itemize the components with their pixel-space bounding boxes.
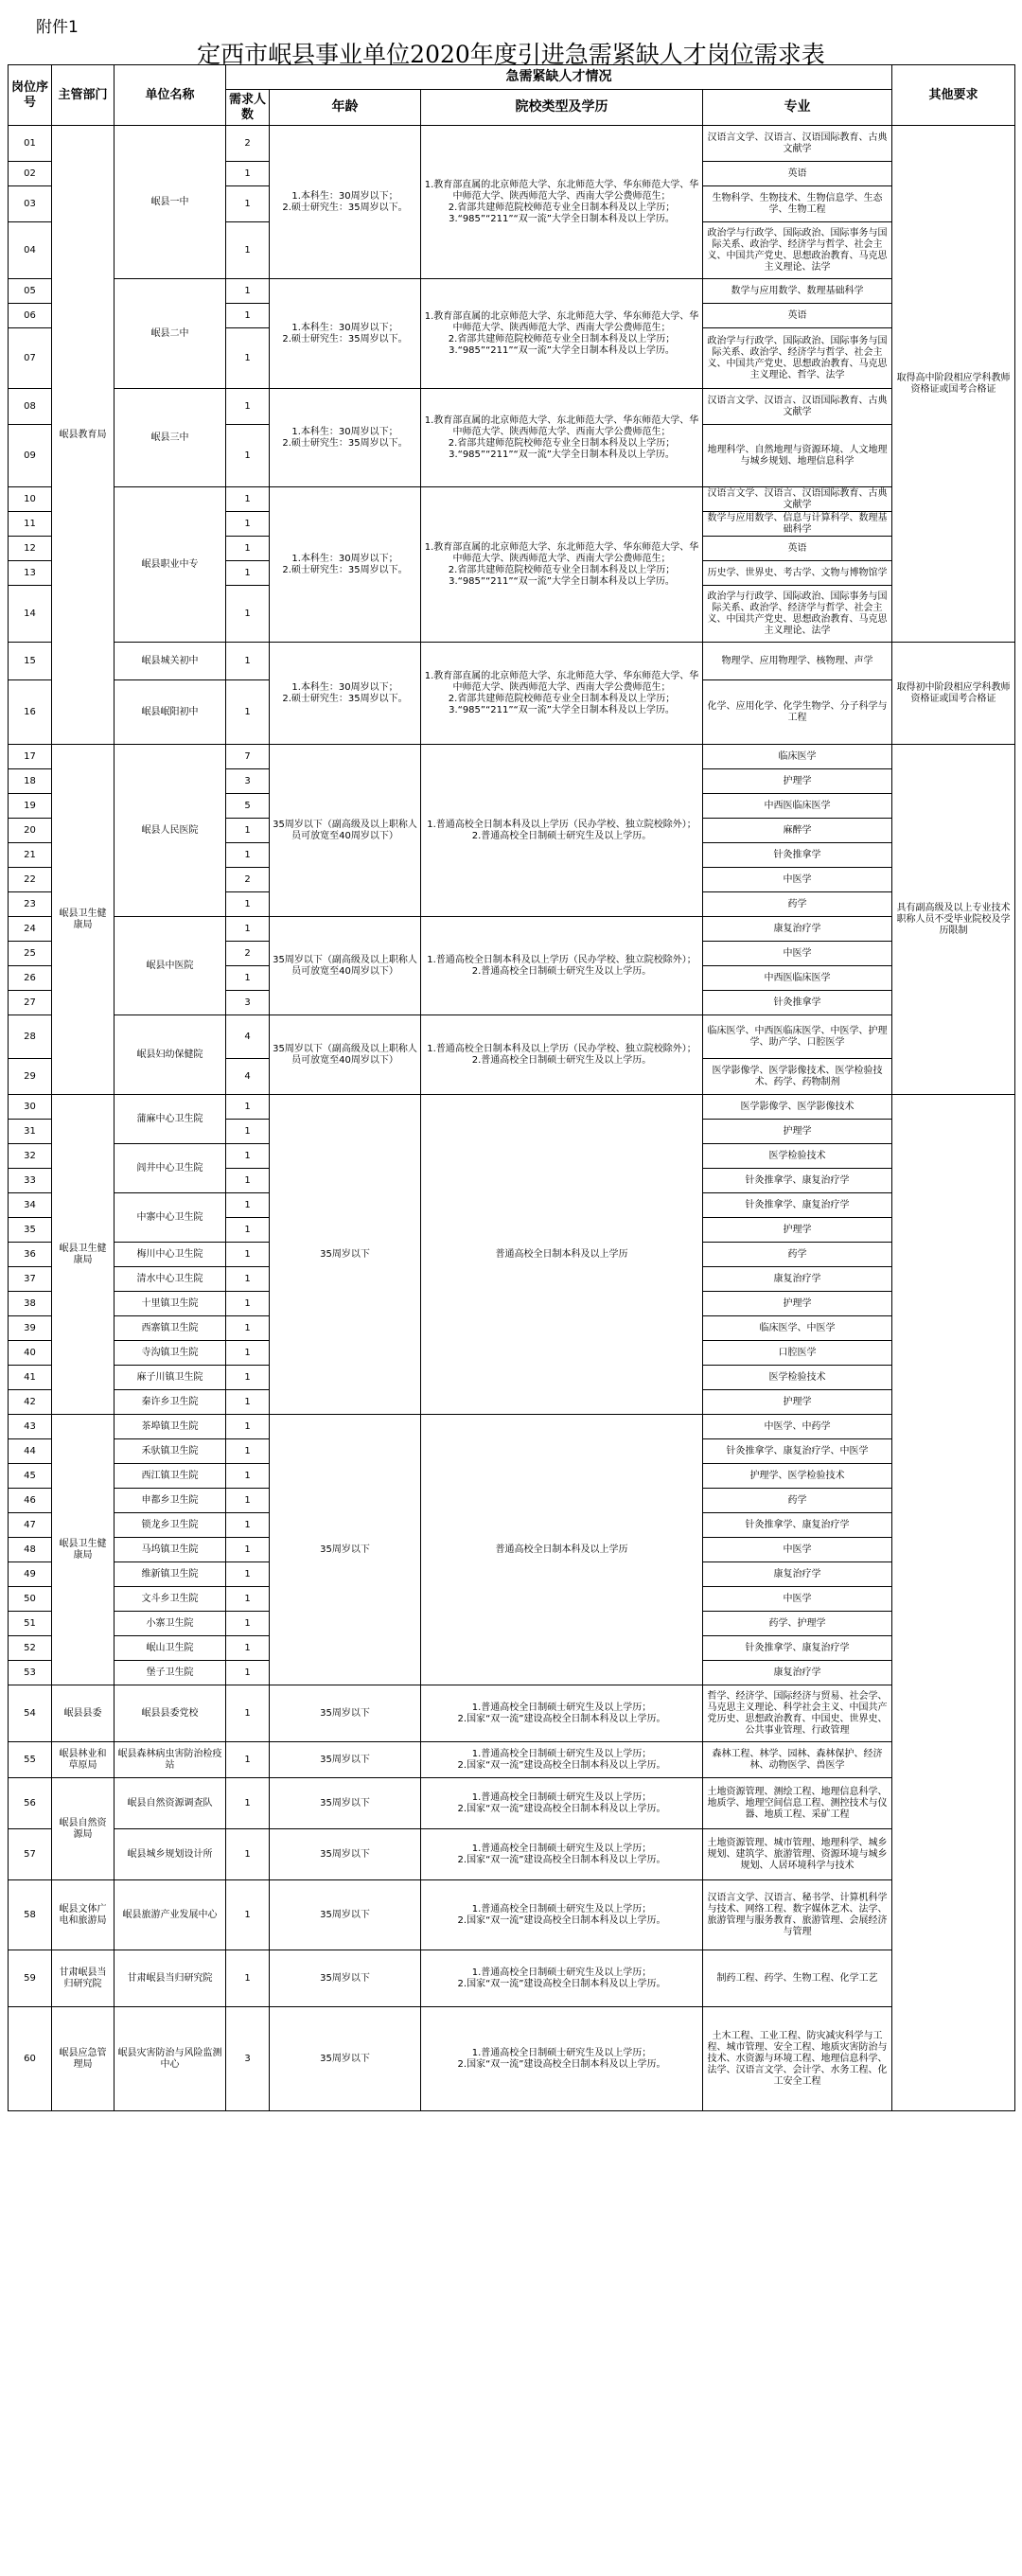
count-cell: 1	[226, 1829, 270, 1880]
major-cell: 政治学与行政学、国际政治、国际事务与国际关系、政治学、经济学与哲学、社会主义、中国共产党史、思想政治教育、马克思主义理论、法学	[703, 586, 892, 643]
count-cell: 3	[226, 769, 270, 794]
count-cell: 1	[226, 1120, 270, 1144]
unit-cell: 岷县县委党校	[115, 1685, 226, 1742]
major-cell: 汉语言文学、汉语言、秘书学、计算机科学与技术、网络工程、数字媒体艺术、法学、旅游管理与服务教育、旅游管理、会展经济与管理	[703, 1880, 892, 1950]
major-cell: 历史学、世界史、考古学、文物与博物馆学	[703, 561, 892, 586]
major-cell: 中医学	[703, 1538, 892, 1562]
count-cell: 4	[226, 1059, 270, 1095]
major-cell: 土木工程、工业工程、防灾减灾科学与工程、城市管理、安全工程、地质灾害防治与技术、水资源与环境工程、地理信息科学、法学、汉语言文学、会计学、水务工程、化工安全工程	[703, 2007, 892, 2111]
unit-cell: 岷县城关初中	[115, 643, 226, 680]
seq-cell: 53	[9, 1661, 52, 1685]
count-cell: 1	[226, 1538, 270, 1562]
seq-cell: 28	[9, 1015, 52, 1059]
major-cell: 中医学	[703, 868, 892, 892]
table-row	[9, 745, 1015, 769]
count-cell: 1	[226, 1489, 270, 1513]
seq-cell: 36	[9, 1243, 52, 1267]
unit-cell: 岷县二中	[115, 279, 226, 389]
seq-cell: 39	[9, 1316, 52, 1341]
header-school: 院校类型及学历	[421, 90, 703, 126]
seq-cell: 20	[9, 819, 52, 843]
major-cell: 生物科学、生物技术、生物信息学、生态学、生物工程	[703, 186, 892, 222]
seq-cell: 01	[9, 126, 52, 162]
school-cell: 1.教育部直属的北京师范大学、东北师范大学、华东师范大学、华中师范大学、陕西师范大学、西南大学公费师范生； 2.省部共建师范院校师范专业全日制本科及以上学历； 3.“985”“211”“双一流”大学全日制本科及以上学历。	[421, 389, 703, 487]
major-cell: 护理学	[703, 1292, 892, 1316]
seq-cell: 38	[9, 1292, 52, 1316]
header-dept: 主管部门	[52, 65, 115, 126]
major-cell: 针灸推拿学、康复治疗学	[703, 1169, 892, 1193]
unit-cell: 岷县妇幼保健院	[115, 1015, 226, 1095]
count-cell: 1	[226, 1685, 270, 1742]
major-cell: 护理学	[703, 1218, 892, 1243]
table-row	[9, 1778, 1015, 1829]
count-cell: 1	[226, 1193, 270, 1218]
unit-cell: 岷县城乡规划设计所	[115, 1829, 226, 1880]
major-cell: 护理学	[703, 769, 892, 794]
school-cell: 1.教育部直属的北京师范大学、东北师范大学、华东师范大学、华中师范大学、陕西师范大学、西南大学公费师范生； 2.省部共建师范院校师范专业全日制本科及以上学历； 3.“985”“211”“双一流”大学全日制本科及以上学历。	[421, 643, 703, 745]
major-cell: 制药工程、药学、生物工程、化学工艺	[703, 1950, 892, 2007]
seq-cell: 46	[9, 1489, 52, 1513]
seq-cell: 33	[9, 1169, 52, 1193]
count-cell: 3	[226, 991, 270, 1015]
seq-cell: 40	[9, 1341, 52, 1366]
table-row	[9, 1415, 1015, 1439]
other-cell: 取得高中阶段相应学科教师资格证或国考合格证	[892, 126, 1015, 643]
major-cell: 康复治疗学	[703, 917, 892, 942]
unit-cell: 秦许乡卫生院	[115, 1390, 226, 1415]
major-cell: 护理学、医学检验技术	[703, 1464, 892, 1489]
seq-cell: 13	[9, 561, 52, 586]
unit-cell: 岷县自然资源调查队	[115, 1778, 226, 1829]
seq-cell: 55	[9, 1742, 52, 1778]
major-cell: 中医学、中药学	[703, 1415, 892, 1439]
page-title: 定西市岷县事业单位2020年度引进急需紧缺人才岗位需求表	[197, 41, 825, 68]
major-cell: 护理学	[703, 1120, 892, 1144]
major-cell: 英语	[703, 537, 892, 561]
count-cell: 1	[226, 819, 270, 843]
count-cell: 1	[226, 1390, 270, 1415]
table-row	[9, 279, 1015, 304]
major-cell: 麻醉学	[703, 819, 892, 843]
major-cell: 药学	[703, 1489, 892, 1513]
seq-cell: 02	[9, 162, 52, 186]
seq-cell: 07	[9, 328, 52, 389]
school-cell: 1.普通高校全日制硕士研究生及以上学历； 2.国家“双一流”建设高校全日制本科及以上学历。	[421, 1778, 703, 1829]
seq-cell: 25	[9, 942, 52, 966]
table-row	[9, 643, 1015, 680]
school-cell: 1.普通高校全日制硕士研究生及以上学历； 2.国家“双一流”建设高校全日制本科及以上学历。	[421, 1880, 703, 1950]
other-cell: 取得初中阶段相应学科教师资格证或国考合格证	[892, 643, 1015, 745]
major-cell: 化学、应用化学、化学生物学、分子科学与工程	[703, 680, 892, 745]
count-cell: 1	[226, 279, 270, 304]
school-cell: 1.教育部直属的北京师范大学、东北师范大学、华东师范大学、华中师范大学、陕西师范大学、西南大学公费师范生； 2.省部共建师范院校师范专业全日制本科及以上学历； 3.“985”“211”“双一流”大学全日制本科及以上学历。	[421, 487, 703, 643]
seq-cell: 60	[9, 2007, 52, 2111]
major-cell: 土地资源管理、测绘工程、地理信息科学、地质学、地理空间信息工程、测控技术与仪器、地质工程、采矿工程	[703, 1778, 892, 1829]
dept-cell: 岷县卫生健康局	[52, 745, 115, 1095]
seq-cell: 08	[9, 389, 52, 425]
count-cell: 1	[226, 917, 270, 942]
seq-cell: 32	[9, 1144, 52, 1169]
seq-cell: 31	[9, 1120, 52, 1144]
unit-cell: 岷山卫生院	[115, 1636, 226, 1661]
unit-cell: 麻子川镇卫生院	[115, 1366, 226, 1390]
table-row	[9, 126, 1015, 162]
count-cell: 1	[226, 1439, 270, 1464]
seq-cell: 03	[9, 186, 52, 222]
count-cell: 1	[226, 892, 270, 917]
count-cell: 3	[226, 2007, 270, 2111]
count-cell: 1	[226, 680, 270, 745]
seq-cell: 49	[9, 1562, 52, 1587]
header-age: 年龄	[270, 90, 421, 126]
count-cell: 1	[226, 1292, 270, 1316]
major-cell: 针灸推拿学、康复治疗学	[703, 1636, 892, 1661]
seq-cell: 15	[9, 643, 52, 680]
count-cell: 1	[226, 1341, 270, 1366]
unit-cell: 西寨镇卫生院	[115, 1316, 226, 1341]
major-cell: 药学	[703, 892, 892, 917]
school-cell: 1.教育部直属的北京师范大学、东北师范大学、华东师范大学、华中师范大学、陕西师范大学、西南大学公费师范生； 2.省部共建师范院校师范专业全日制本科及以上学历； 3.“985”“211”“双一流”大学全日制本科及以上学历。	[421, 126, 703, 279]
count-cell: 1	[226, 1587, 270, 1612]
table-row	[9, 917, 1015, 942]
count-cell: 1	[226, 1562, 270, 1587]
dept-cell: 岷县应急管理局	[52, 2007, 115, 2111]
count-cell: 2	[226, 942, 270, 966]
count-cell: 1	[226, 1415, 270, 1439]
age-cell: 35周岁以下	[270, 1829, 421, 1880]
unit-cell: 堡子卫生院	[115, 1661, 226, 1685]
school-cell: 1.普通高校全日制本科及以上学历（民办学校、独立院校除外）； 2.普通高校全日制硕士研究生及以上学历。	[421, 917, 703, 1015]
unit-cell: 文斗乡卫生院	[115, 1587, 226, 1612]
table-row	[9, 487, 1015, 512]
dept-cell: 岷县文体广电和旅游局	[52, 1880, 115, 1950]
count-cell: 1	[226, 561, 270, 586]
major-cell: 临床医学、中西医临床医学、中医学、护理学、助产学、口腔医学	[703, 1015, 892, 1059]
major-cell: 康复治疗学	[703, 1562, 892, 1587]
dept-cell: 甘肃岷县当归研究院	[52, 1950, 115, 2007]
seq-cell: 17	[9, 745, 52, 769]
count-cell: 1	[226, 1636, 270, 1661]
major-cell: 数学与应用数学、信息与计算科学、数理基础科学	[703, 512, 892, 537]
count-cell: 1	[226, 328, 270, 389]
seq-cell: 41	[9, 1366, 52, 1390]
unit-cell: 申都乡卫生院	[115, 1489, 226, 1513]
count-cell: 1	[226, 304, 270, 328]
count-cell: 7	[226, 745, 270, 769]
seq-cell: 23	[9, 892, 52, 917]
header-other: 其他要求	[892, 65, 1015, 126]
major-cell: 数学与应用数学、数理基础科学	[703, 279, 892, 304]
school-cell: 1.普通高校全日制硕士研究生及以上学历； 2.国家“双一流”建设高校全日制本科及以上学历。	[421, 2007, 703, 2111]
count-cell: 1	[226, 1778, 270, 1829]
seq-cell: 50	[9, 1587, 52, 1612]
major-cell: 针灸推拿学、康复治疗学、中医学	[703, 1439, 892, 1464]
count-cell: 5	[226, 794, 270, 819]
major-cell: 医学检验技术	[703, 1366, 892, 1390]
major-cell: 英语	[703, 304, 892, 328]
unit-cell: 中寨中心卫生院	[115, 1193, 226, 1243]
seq-cell: 09	[9, 425, 52, 487]
count-cell: 1	[226, 1267, 270, 1292]
major-cell: 临床医学、中医学	[703, 1316, 892, 1341]
count-cell: 1	[226, 1612, 270, 1636]
count-cell: 1	[226, 1144, 270, 1169]
major-cell: 医学影像学、医学影像技术	[703, 1095, 892, 1120]
seq-cell: 37	[9, 1267, 52, 1292]
major-cell: 针灸推拿学、康复治疗学	[703, 1193, 892, 1218]
seq-cell: 21	[9, 843, 52, 868]
school-cell: 1.普通高校全日制硕士研究生及以上学历； 2.国家“双一流”建设高校全日制本科及以上学历。	[421, 1685, 703, 1742]
unit-cell: 岷县中医院	[115, 917, 226, 1015]
table-row	[9, 1950, 1015, 2007]
requirements-table	[8, 64, 1015, 2111]
dept-cell: 岷县自然资源局	[52, 1778, 115, 1880]
unit-cell: 岷县灾害防治与风险监测中心	[115, 2007, 226, 2111]
school-cell: 1.普通高校全日制硕士研究生及以上学历； 2.国家“双一流”建设高校全日制本科及以上学历。	[421, 1829, 703, 1880]
seq-cell: 14	[9, 586, 52, 643]
major-cell: 医学检验技术	[703, 1144, 892, 1169]
major-cell: 康复治疗学	[703, 1267, 892, 1292]
header-group: 急需紧缺人才情况	[226, 65, 892, 90]
major-cell: 土地资源管理、城市管理、地理科学、城乡规划、建筑学、旅游管理、资源环境与城乡规划、人居环境科学与技术	[703, 1829, 892, 1880]
major-cell: 针灸推拿学、康复治疗学	[703, 1513, 892, 1538]
seq-cell: 59	[9, 1950, 52, 2007]
unit-cell: 岷县旅游产业发展中心	[115, 1880, 226, 1950]
major-cell: 政治学与行政学、国际政治、国际事务与国际关系、政治学、经济学与哲学、社会主义、中国共产党史、思想政治教育、马克思主义理论、法学	[703, 222, 892, 279]
unit-cell: 茶埠镇卫生院	[115, 1415, 226, 1439]
count-cell: 2	[226, 868, 270, 892]
count-cell: 1	[226, 1464, 270, 1489]
seq-cell: 34	[9, 1193, 52, 1218]
major-cell: 康复治疗学	[703, 1661, 892, 1685]
count-cell: 1	[226, 1366, 270, 1390]
age-cell: 35周岁以下	[270, 1742, 421, 1778]
count-cell: 1	[226, 389, 270, 425]
count-cell: 1	[226, 162, 270, 186]
unit-cell: 西江镇卫生院	[115, 1464, 226, 1489]
age-cell: 1.本科生：30周岁以下； 2.硕士研究生：35周岁以下。	[270, 643, 421, 745]
seq-cell: 52	[9, 1636, 52, 1661]
seq-cell: 04	[9, 222, 52, 279]
age-cell: 35周岁以下	[270, 1880, 421, 1950]
major-cell: 汉语言文学、汉语言、汉语国际教育、古典文献学	[703, 389, 892, 425]
major-cell: 医学影像学、医学影像技术、医学检验技术、药学、药物制剂	[703, 1059, 892, 1095]
age-cell: 1.本科生：30周岁以下； 2.硕士研究生：35周岁以下。	[270, 487, 421, 643]
seq-cell: 43	[9, 1415, 52, 1439]
major-cell: 森林工程、林学、园林、森林保护、经济林、动物医学、兽医学	[703, 1742, 892, 1778]
unit-cell: 甘肃岷县当归研究院	[115, 1950, 226, 2007]
major-cell: 口腔医学	[703, 1341, 892, 1366]
school-cell: 1.普通高校全日制本科及以上学历（民办学校、独立院校除外）； 2.普通高校全日制硕士研究生及以上学历。	[421, 745, 703, 917]
count-cell: 1	[226, 1218, 270, 1243]
table-row	[9, 389, 1015, 425]
count-cell: 1	[226, 1742, 270, 1778]
unit-cell: 维新镇卫生院	[115, 1562, 226, 1587]
school-cell: 1.普通高校全日制硕士研究生及以上学历； 2.国家“双一流”建设高校全日制本科及以上学历。	[421, 1950, 703, 2007]
school-cell: 1.教育部直属的北京师范大学、东北师范大学、华东师范大学、华中师范大学、陕西师范大学、西南大学公费师范生； 2.省部共建师范院校师范专业全日制本科及以上学历； 3.“985”“211”“双一流”大学全日制本科及以上学历。	[421, 279, 703, 389]
count-cell: 1	[226, 586, 270, 643]
unit-cell: 小寨卫生院	[115, 1612, 226, 1636]
major-cell: 药学	[703, 1243, 892, 1267]
table-row	[9, 1829, 1015, 1880]
major-cell: 中西医临床医学	[703, 966, 892, 991]
major-cell: 汉语言文学、汉语言、汉语国际教育、古典文献学	[703, 126, 892, 162]
count-cell: 1	[226, 1950, 270, 2007]
unit-cell: 岷县三中	[115, 389, 226, 487]
seq-cell: 44	[9, 1439, 52, 1464]
seq-cell: 26	[9, 966, 52, 991]
major-cell: 护理学	[703, 1390, 892, 1415]
unit-cell: 岷县人民医院	[115, 745, 226, 917]
header-major: 专业	[703, 90, 892, 126]
dept-cell: 岷县卫生健康局	[52, 1415, 115, 1685]
count-cell: 4	[226, 1015, 270, 1059]
count-cell: 1	[226, 1513, 270, 1538]
seq-cell: 24	[9, 917, 52, 942]
age-cell: 35周岁以下	[270, 2007, 421, 2111]
seq-cell: 11	[9, 512, 52, 537]
count-cell: 1	[226, 512, 270, 537]
school-cell: 1.普通高校全日制硕士研究生及以上学历； 2.国家“双一流”建设高校全日制本科及以上学历。	[421, 1742, 703, 1778]
seq-cell: 29	[9, 1059, 52, 1095]
seq-cell: 10	[9, 487, 52, 512]
unit-cell: 岷县一中	[115, 126, 226, 279]
table-row	[9, 2007, 1015, 2111]
unit-cell: 梅川中心卫生院	[115, 1243, 226, 1267]
count-cell: 1	[226, 425, 270, 487]
unit-cell: 十里镇卫生院	[115, 1292, 226, 1316]
unit-cell: 岷县岷阳初中	[115, 680, 226, 745]
school-cell: 1.普通高校全日制本科及以上学历（民办学校、独立院校除外）； 2.普通高校全日制硕士研究生及以上学历。	[421, 1015, 703, 1095]
seq-cell: 16	[9, 680, 52, 745]
count-cell: 1	[226, 1095, 270, 1120]
major-cell: 针灸推拿学	[703, 843, 892, 868]
major-cell: 物理学、应用物理学、核物理、声学	[703, 643, 892, 680]
age-cell: 35周岁以下（副高级及以上职称人员可放宽至40周岁以下）	[270, 1015, 421, 1095]
seq-cell: 45	[9, 1464, 52, 1489]
count-cell: 1	[226, 1880, 270, 1950]
major-cell: 临床医学	[703, 745, 892, 769]
table-body	[9, 126, 1015, 2111]
age-cell: 1.本科生：30周岁以下； 2.硕士研究生：35周岁以下。	[270, 279, 421, 389]
unit-cell: 岷县职业中专	[115, 487, 226, 643]
seq-cell: 19	[9, 794, 52, 819]
major-cell: 针灸推拿学	[703, 991, 892, 1015]
major-cell: 中医学	[703, 1587, 892, 1612]
count-cell: 1	[226, 1243, 270, 1267]
major-cell: 英语	[703, 162, 892, 186]
dept-cell: 岷县教育局	[52, 126, 115, 745]
table-row	[9, 1095, 1015, 1120]
seq-cell: 35	[9, 1218, 52, 1243]
unit-cell: 蒲麻中心卫生院	[115, 1095, 226, 1144]
seq-cell: 30	[9, 1095, 52, 1120]
age-cell: 35周岁以下	[270, 1095, 421, 1415]
seq-cell: 05	[9, 279, 52, 304]
count-cell: 1	[226, 537, 270, 561]
count-cell: 1	[226, 643, 270, 680]
count-cell: 2	[226, 126, 270, 162]
dept-cell: 岷县县委	[52, 1685, 115, 1742]
seq-cell: 51	[9, 1612, 52, 1636]
major-cell: 哲学、经济学、国际经济与贸易、社会学、马克思主义理论、科学社会主义、中国共产党历史、思想政治教育、中国史、世界史、公共事业管理、行政管理	[703, 1685, 892, 1742]
school-cell: 普通高校全日制本科及以上学历	[421, 1415, 703, 1685]
seq-cell: 57	[9, 1829, 52, 1880]
dept-cell: 岷县林业和草原局	[52, 1742, 115, 1778]
age-cell: 35周岁以下	[270, 1685, 421, 1742]
unit-cell: 禾驮镇卫生院	[115, 1439, 226, 1464]
age-cell: 35周岁以下（副高级及以上职称人员可放宽至40周岁以下）	[270, 745, 421, 917]
count-cell: 1	[226, 1661, 270, 1685]
age-cell: 1.本科生：30周岁以下； 2.硕士研究生：35周岁以下。	[270, 389, 421, 487]
major-cell: 中西医临床医学	[703, 794, 892, 819]
dept-cell: 岷县卫生健康局	[52, 1095, 115, 1415]
age-cell: 1.本科生：30周岁以下； 2.硕士研究生：35周岁以下。	[270, 126, 421, 279]
unit-cell: 清水中心卫生院	[115, 1267, 226, 1292]
seq-cell: 27	[9, 991, 52, 1015]
major-cell: 汉语言文学、汉语言、汉语国际教育、古典文献学	[703, 487, 892, 512]
table-row	[9, 1742, 1015, 1778]
age-cell: 35周岁以下	[270, 1415, 421, 1685]
table-row	[9, 1685, 1015, 1742]
seq-cell: 56	[9, 1778, 52, 1829]
header-seq: 岗位序号	[9, 65, 52, 126]
other-cell: 具有副高级及以上专业技术职称人员不受毕业院校及学历限制	[892, 745, 1015, 1095]
unit-cell: 岷县森林病虫害防治检疫站	[115, 1742, 226, 1778]
major-cell: 政治学与行政学、国际政治、国际事务与国际关系、政治学、经济学与哲学、社会主义、中国共产党史、思想政治教育、马克思主义理论、哲学、法学	[703, 328, 892, 389]
table-row	[9, 1880, 1015, 1950]
major-cell: 药学、护理学	[703, 1612, 892, 1636]
unit-cell: 马坞镇卫生院	[115, 1538, 226, 1562]
attachment-label: 附件1	[36, 18, 79, 37]
seq-cell: 47	[9, 1513, 52, 1538]
count-cell: 1	[226, 186, 270, 222]
age-cell: 35周岁以下	[270, 1778, 421, 1829]
major-cell: 地理科学、自然地理与资源环境、人文地理与城乡规划、地理信息科学	[703, 425, 892, 487]
header-count: 需求人数	[226, 90, 270, 126]
seq-cell: 18	[9, 769, 52, 794]
seq-cell: 58	[9, 1880, 52, 1950]
seq-cell: 54	[9, 1685, 52, 1742]
count-cell: 1	[226, 843, 270, 868]
count-cell: 1	[226, 222, 270, 279]
header-unit: 单位名称	[115, 65, 226, 126]
seq-cell: 06	[9, 304, 52, 328]
seq-cell: 12	[9, 537, 52, 561]
other-cell	[892, 1095, 1015, 2111]
seq-cell: 22	[9, 868, 52, 892]
age-cell: 35周岁以下（副高级及以上职称人员可放宽至40周岁以下）	[270, 917, 421, 1015]
unit-cell: 闾井中心卫生院	[115, 1144, 226, 1193]
age-cell: 35周岁以下	[270, 1950, 421, 2007]
count-cell: 1	[226, 487, 270, 512]
count-cell: 1	[226, 966, 270, 991]
table-row	[9, 1015, 1015, 1059]
seq-cell: 48	[9, 1538, 52, 1562]
school-cell: 普通高校全日制本科及以上学历	[421, 1095, 703, 1415]
count-cell: 1	[226, 1316, 270, 1341]
unit-cell: 锁龙乡卫生院	[115, 1513, 226, 1538]
seq-cell: 42	[9, 1390, 52, 1415]
major-cell: 中医学	[703, 942, 892, 966]
unit-cell: 寺沟镇卫生院	[115, 1341, 226, 1366]
count-cell: 1	[226, 1169, 270, 1193]
